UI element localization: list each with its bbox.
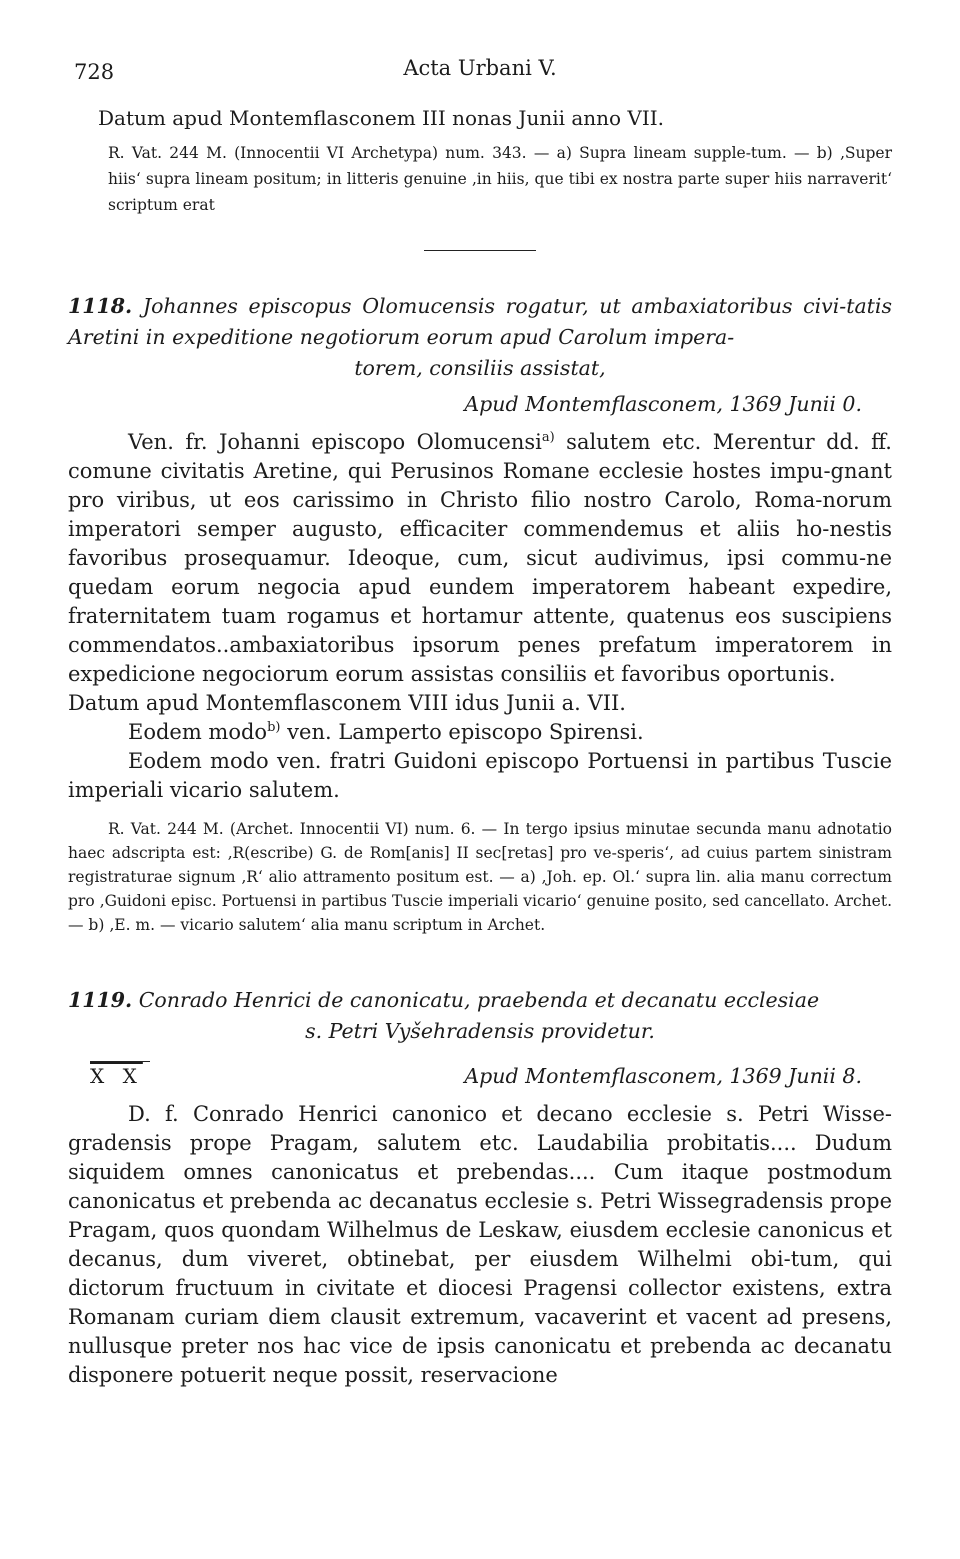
entry-1119-body	[68, 1100, 892, 1390]
entry-1118-paragraph-3	[68, 718, 892, 747]
entry-1119-heading	[68, 985, 892, 1047]
entry-1118-place-date: Apud Montemflasconem, 1369 Junii 0.	[464, 392, 862, 416]
document-page	[68, 40, 892, 1390]
entry-1119-number: 1119.	[68, 988, 133, 1012]
entry-1118-p3-rest: ven. Lamperto episcopo Spirensi.	[280, 720, 644, 744]
previous-entry-note	[68, 140, 892, 218]
entry-1118-paragraph-1	[68, 428, 892, 689]
footnote-ref-b: b)	[267, 720, 281, 735]
entry-1118-paragraph-2: Datum apud Montemflasconem VIII idus Junii a. VII.	[68, 691, 626, 715]
entry-1118-note-text: R. Vat. 244 M. (Archet. Innocentii VI) num. 6. — In tergo ipsius minutae secunda manu adnotatio haec adscripta est: ‚R(escribe) G. de Rom[anis] II sec[retas] pro ve-speris‘, ad cuius partem sinistram registraturae signum ‚R‘ alio attramento positum est. — a) ‚Joh. ep. Ol.‘ supra lin. alia manu correctum pro ‚Guidoni episc. Portuensi in partibus Tuscie imperiali vicario‘ genuine posito, sed cancellato. Archet. — b) ‚E. m. — vicario salutem‘ alia manu scriptum in Archet.	[68, 820, 892, 934]
footnote-ref-a: a)	[541, 430, 555, 445]
section-divider	[424, 250, 536, 251]
entry-1118-note	[68, 817, 892, 937]
previous-entry-dating: Datum apud Montemflasconem III nonas Junii anno VII.	[98, 106, 665, 130]
entry-1118-heading-line2: torem, consiliis assistat,	[354, 356, 606, 380]
entry-1118-number: 1118.	[68, 294, 133, 318]
entry-1118-heading-line1: Johannes episcopus Olomucensis rogatur, ut ambaxiatoribus civi-tatis Aretini in expeditione negotiorum eorum apud Carolum impera-	[68, 294, 892, 349]
entry-1118-heading	[68, 291, 892, 384]
entry-1119-heading-line1: Conrado Henrici de canonicatu, praebenda et decanatu ecclesiae	[138, 988, 820, 1012]
previous-entry-note-text: R. Vat. 244 M. (Innocentii VI Archetypa) num. 343. — a) Supra lineam supple-tum. — b) ‚Super hiis‘ supra lineam positum; in litteris genuine ‚in hiis, que tibi ex nostra parte super hiis narraverit‘ scriptum erat	[108, 144, 892, 214]
entry-1118-paragraph-4: Eodem modo ven. fratri Guidoni episcopo Portuensi in partibus Tuscie imperiali vicario salutem.	[68, 749, 892, 802]
page-header	[68, 40, 892, 90]
entry-1118-p1-start: Ven. fr. Johanni episcopo Olomucensi	[128, 430, 542, 454]
entry-1119-place-date: Apud Montemflasconem, 1369 Junii 8.	[464, 1064, 862, 1088]
running-title: Acta Urbani V.	[403, 56, 557, 80]
page-number: 728	[74, 60, 115, 84]
entry-1118-p1-rest: salutem etc. Merentur dd. ff. comune civitatis Aretine, qui Perusinos Romane ecclesie hostes impu-gnant pro viribus, ut eos carissimo in Christo filio nostro Carolo, Roma-norum imperatori semper augusto, efficaciter commendemus et aliis ho-nestis favoribus prosequamur. Ideoque, cum, sicut audivimus, ipsi commu-ne quedam eorum negocia apud eundem imperatorem habeant expedire, fraternitatem tuam rogamus et hortamur attente, quatenus eos suscipiens commendatos..ambaxiatoribus ipsorum penes prefatum imperatorem in expedicione negociorum eorum assistas consiliis et favoribus oportunis.	[68, 430, 892, 686]
entry-1118-p3-start: Eodem modo	[128, 720, 268, 744]
sigla-bar	[90, 1061, 150, 1062]
entry-1118-body	[68, 428, 892, 805]
entry-1119-sigla-text: X X	[90, 1064, 143, 1088]
entry-1119-sigla	[68, 1061, 150, 1088]
entry-1119-place-row	[68, 1061, 892, 1088]
entry-1119-paragraph-1: D. f. Conrado Henrici canonico et decano ecclesie s. Petri Wisse-gradensis prope Pragam, salutem etc. Laudabilia probitatis.... Dudum siquidem omnes canonicatus et prebendas.... Cum itaque postmodum canonicatus et prebenda ac decanatus ecclesie s. Petri Wissegradensis prope Pragam, quos quondam Wilhelmus de Leskaw, eiusdem ecclesie canonicus et decanus, dum viveret, obtinebat, per eiusdem Wilhelmi obi-tum, qui dictorum fructuum in civitate et diocesi Pragensi collector existens, extra Romanam curiam diem clausit extremum, vacaverint et vacent ad presens, nullusque preter nos hac vice de ipsis canonicatu et prebenda ac decanatu disponere potuerit neque possit, reservacione	[68, 1102, 892, 1387]
entry-1119-heading-line2: s. Petri Vyšehradensis providetur.	[305, 1019, 655, 1043]
